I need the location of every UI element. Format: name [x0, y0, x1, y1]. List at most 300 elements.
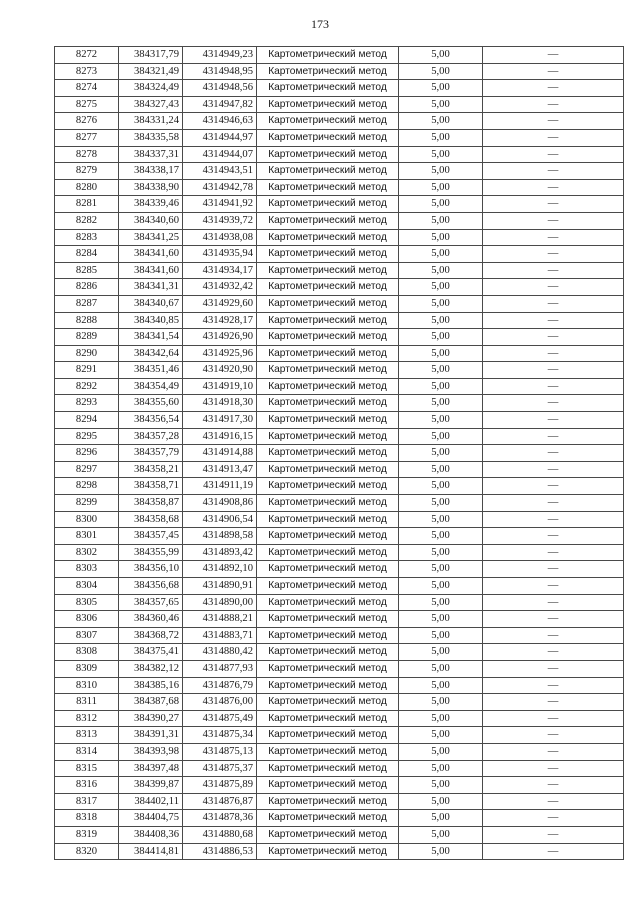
table-row — [55, 826, 624, 843]
method-cell: Картометрический метод — [257, 710, 399, 727]
error-cell: 5,00 — [399, 544, 483, 561]
y-coordinate-cell: 4314946,63 — [183, 113, 257, 130]
note-cell: — — [483, 378, 624, 395]
y-coordinate-cell: 4314888,21 — [183, 611, 257, 628]
note-cell: — — [483, 810, 624, 827]
method-cell: Картометрический метод — [257, 843, 399, 860]
x-coordinate-cell: 384391,31 — [119, 727, 183, 744]
y-coordinate-cell: 4314908,86 — [183, 495, 257, 512]
error-cell: 5,00 — [399, 279, 483, 296]
x-coordinate-cell: 384356,68 — [119, 578, 183, 595]
table-row — [55, 511, 624, 528]
table-row — [55, 743, 624, 760]
error-cell: 5,00 — [399, 694, 483, 711]
note-cell: — — [483, 528, 624, 545]
y-coordinate-cell: 4314917,30 — [183, 412, 257, 429]
note-cell: — — [483, 345, 624, 362]
method-cell: Картометрический метод — [257, 760, 399, 777]
error-cell: 5,00 — [399, 362, 483, 379]
point-number-cell: 8308 — [55, 644, 119, 661]
note-cell: — — [483, 96, 624, 113]
method-cell: Картометрический метод — [257, 412, 399, 429]
note-cell: — — [483, 196, 624, 213]
note-cell: — — [483, 578, 624, 595]
point-number-cell: 8296 — [55, 445, 119, 462]
table-row — [55, 777, 624, 794]
y-coordinate-cell: 4314875,34 — [183, 727, 257, 744]
x-coordinate-cell: 384414,81 — [119, 843, 183, 860]
method-cell: Картометрический метод — [257, 495, 399, 512]
point-number-cell: 8276 — [55, 113, 119, 130]
error-cell: 5,00 — [399, 743, 483, 760]
x-coordinate-cell: 384355,99 — [119, 544, 183, 561]
method-cell: Картометрический метод — [257, 777, 399, 794]
x-coordinate-cell: 384340,67 — [119, 295, 183, 312]
x-coordinate-cell: 384358,68 — [119, 511, 183, 528]
note-cell: — — [483, 694, 624, 711]
table-row — [55, 113, 624, 130]
table-row — [55, 561, 624, 578]
error-cell: 5,00 — [399, 826, 483, 843]
y-coordinate-cell: 4314926,90 — [183, 329, 257, 346]
table-row — [55, 295, 624, 312]
x-coordinate-cell: 384399,87 — [119, 777, 183, 794]
y-coordinate-cell: 4314886,53 — [183, 843, 257, 860]
point-number-cell: 8290 — [55, 345, 119, 362]
point-number-cell: 8282 — [55, 212, 119, 229]
point-number-cell: 8288 — [55, 312, 119, 329]
point-number-cell: 8283 — [55, 229, 119, 246]
y-coordinate-cell: 4314875,49 — [183, 710, 257, 727]
point-number-cell: 8274 — [55, 80, 119, 97]
x-coordinate-cell: 384337,31 — [119, 146, 183, 163]
y-coordinate-cell: 4314906,54 — [183, 511, 257, 528]
table-body — [55, 47, 624, 860]
error-cell: 5,00 — [399, 129, 483, 146]
point-number-cell: 8294 — [55, 412, 119, 429]
method-cell: Картометрический метод — [257, 212, 399, 229]
method-cell: Картометрический метод — [257, 461, 399, 478]
point-number-cell: 8302 — [55, 544, 119, 561]
method-cell: Картометрический метод — [257, 246, 399, 263]
error-cell: 5,00 — [399, 611, 483, 628]
x-coordinate-cell: 384341,60 — [119, 246, 183, 263]
error-cell: 5,00 — [399, 262, 483, 279]
y-coordinate-cell: 4314942,78 — [183, 179, 257, 196]
note-cell: — — [483, 461, 624, 478]
x-coordinate-cell: 384327,43 — [119, 96, 183, 113]
point-number-cell: 8280 — [55, 179, 119, 196]
x-coordinate-cell: 384393,98 — [119, 743, 183, 760]
y-coordinate-cell: 4314911,19 — [183, 478, 257, 495]
x-coordinate-cell: 384340,60 — [119, 212, 183, 229]
point-number-cell: 8284 — [55, 246, 119, 263]
x-coordinate-cell: 384358,71 — [119, 478, 183, 495]
table-row — [55, 262, 624, 279]
point-number-cell: 8273 — [55, 63, 119, 80]
y-coordinate-cell: 4314920,90 — [183, 362, 257, 379]
x-coordinate-cell: 384357,79 — [119, 445, 183, 462]
x-coordinate-cell: 384375,41 — [119, 644, 183, 661]
y-coordinate-cell: 4314875,89 — [183, 777, 257, 794]
note-cell: — — [483, 710, 624, 727]
point-number-cell: 8316 — [55, 777, 119, 794]
point-number-cell: 8300 — [55, 511, 119, 528]
error-cell: 5,00 — [399, 196, 483, 213]
note-cell: — — [483, 511, 624, 528]
note-cell: — — [483, 544, 624, 561]
table-row — [55, 544, 624, 561]
error-cell: 5,00 — [399, 677, 483, 694]
note-cell: — — [483, 743, 624, 760]
note-cell: — — [483, 627, 624, 644]
error-cell: 5,00 — [399, 445, 483, 462]
error-cell: 5,00 — [399, 428, 483, 445]
method-cell: Картометрический метод — [257, 810, 399, 827]
error-cell: 5,00 — [399, 727, 483, 744]
method-cell: Картометрический метод — [257, 163, 399, 180]
error-cell: 5,00 — [399, 578, 483, 595]
point-number-cell: 8319 — [55, 826, 119, 843]
note-cell: — — [483, 129, 624, 146]
y-coordinate-cell: 4314918,30 — [183, 395, 257, 412]
error-cell: 5,00 — [399, 461, 483, 478]
x-coordinate-cell: 384358,21 — [119, 461, 183, 478]
x-coordinate-cell: 384339,46 — [119, 196, 183, 213]
y-coordinate-cell: 4314919,10 — [183, 378, 257, 395]
note-cell: — — [483, 594, 624, 611]
error-cell: 5,00 — [399, 312, 483, 329]
point-number-cell: 8310 — [55, 677, 119, 694]
x-coordinate-cell: 384404,75 — [119, 810, 183, 827]
point-number-cell: 8318 — [55, 810, 119, 827]
method-cell: Картометрический метод — [257, 295, 399, 312]
table-row — [55, 760, 624, 777]
note-cell: — — [483, 428, 624, 445]
point-number-cell: 8303 — [55, 561, 119, 578]
point-number-cell: 8313 — [55, 727, 119, 744]
point-number-cell: 8309 — [55, 660, 119, 677]
note-cell: — — [483, 262, 624, 279]
point-number-cell: 8293 — [55, 395, 119, 412]
table-row — [55, 212, 624, 229]
note-cell: — — [483, 395, 624, 412]
point-number-cell: 8314 — [55, 743, 119, 760]
y-coordinate-cell: 4314914,88 — [183, 445, 257, 462]
note-cell: — — [483, 760, 624, 777]
table-row — [55, 312, 624, 329]
point-number-cell: 8292 — [55, 378, 119, 395]
note-cell: — — [483, 279, 624, 296]
method-cell: Картометрический метод — [257, 196, 399, 213]
error-cell: 5,00 — [399, 478, 483, 495]
x-coordinate-cell: 384341,25 — [119, 229, 183, 246]
note-cell: — — [483, 163, 624, 180]
error-cell: 5,00 — [399, 329, 483, 346]
table-row — [55, 395, 624, 412]
note-cell: — — [483, 179, 624, 196]
table-row — [55, 810, 624, 827]
y-coordinate-cell: 4314875,37 — [183, 760, 257, 777]
y-coordinate-cell: 4314928,17 — [183, 312, 257, 329]
method-cell: Картометрический метод — [257, 179, 399, 196]
y-coordinate-cell: 4314890,91 — [183, 578, 257, 595]
y-coordinate-cell: 4314925,96 — [183, 345, 257, 362]
note-cell: — — [483, 80, 624, 97]
x-coordinate-cell: 384342,64 — [119, 345, 183, 362]
note-cell: — — [483, 843, 624, 860]
x-coordinate-cell: 384408,36 — [119, 826, 183, 843]
x-coordinate-cell: 384338,90 — [119, 179, 183, 196]
point-number-cell: 8281 — [55, 196, 119, 213]
x-coordinate-cell: 384397,48 — [119, 760, 183, 777]
y-coordinate-cell: 4314944,07 — [183, 146, 257, 163]
note-cell: — — [483, 478, 624, 495]
error-cell: 5,00 — [399, 810, 483, 827]
x-coordinate-cell: 384402,11 — [119, 793, 183, 810]
error-cell: 5,00 — [399, 594, 483, 611]
note-cell: — — [483, 561, 624, 578]
error-cell: 5,00 — [399, 760, 483, 777]
error-cell: 5,00 — [399, 80, 483, 97]
method-cell: Картометрический метод — [257, 362, 399, 379]
x-coordinate-cell: 384356,54 — [119, 412, 183, 429]
method-cell: Картометрический метод — [257, 129, 399, 146]
y-coordinate-cell: 4314932,42 — [183, 279, 257, 296]
point-number-cell: 8305 — [55, 594, 119, 611]
method-cell: Картометрический метод — [257, 279, 399, 296]
table-row — [55, 163, 624, 180]
error-cell: 5,00 — [399, 63, 483, 80]
x-coordinate-cell: 384341,60 — [119, 262, 183, 279]
method-cell: Картометрический метод — [257, 428, 399, 445]
note-cell: — — [483, 777, 624, 794]
y-coordinate-cell: 4314916,15 — [183, 428, 257, 445]
table-row — [55, 378, 624, 395]
x-coordinate-cell: 384354,49 — [119, 378, 183, 395]
note-cell: — — [483, 312, 624, 329]
point-number-cell: 8278 — [55, 146, 119, 163]
y-coordinate-cell: 4314949,23 — [183, 47, 257, 64]
error-cell: 5,00 — [399, 146, 483, 163]
error-cell: 5,00 — [399, 96, 483, 113]
note-cell: — — [483, 727, 624, 744]
table-row — [55, 694, 624, 711]
method-cell: Картометрический метод — [257, 528, 399, 545]
table-row — [55, 578, 624, 595]
point-number-cell: 8320 — [55, 843, 119, 860]
point-number-cell: 8306 — [55, 611, 119, 628]
y-coordinate-cell: 4314892,10 — [183, 561, 257, 578]
table-row — [55, 196, 624, 213]
table-row — [55, 80, 624, 97]
point-number-cell: 8301 — [55, 528, 119, 545]
x-coordinate-cell: 384387,68 — [119, 694, 183, 711]
table-row — [55, 428, 624, 445]
y-coordinate-cell: 4314890,00 — [183, 594, 257, 611]
x-coordinate-cell: 384357,45 — [119, 528, 183, 545]
table-row — [55, 660, 624, 677]
note-cell: — — [483, 63, 624, 80]
method-cell: Картометрический метод — [257, 578, 399, 595]
method-cell: Картометрический метод — [257, 63, 399, 80]
method-cell: Картометрический метод — [257, 445, 399, 462]
x-coordinate-cell: 384358,87 — [119, 495, 183, 512]
point-number-cell: 8297 — [55, 461, 119, 478]
note-cell: — — [483, 412, 624, 429]
x-coordinate-cell: 384321,49 — [119, 63, 183, 80]
error-cell: 5,00 — [399, 395, 483, 412]
x-coordinate-cell: 384355,60 — [119, 395, 183, 412]
point-number-cell: 8291 — [55, 362, 119, 379]
error-cell: 5,00 — [399, 47, 483, 64]
y-coordinate-cell: 4314880,42 — [183, 644, 257, 661]
x-coordinate-cell: 384368,72 — [119, 627, 183, 644]
point-number-cell: 8287 — [55, 295, 119, 312]
point-number-cell: 8279 — [55, 163, 119, 180]
table-row — [55, 63, 624, 80]
error-cell: 5,00 — [399, 113, 483, 130]
y-coordinate-cell: 4314935,94 — [183, 246, 257, 263]
note-cell: — — [483, 611, 624, 628]
method-cell: Картометрический метод — [257, 644, 399, 661]
method-cell: Картометрический метод — [257, 826, 399, 843]
point-number-cell: 8311 — [55, 694, 119, 711]
method-cell: Картометрический метод — [257, 262, 399, 279]
y-coordinate-cell: 4314948,56 — [183, 80, 257, 97]
method-cell: Картометрический метод — [257, 395, 399, 412]
y-coordinate-cell: 4314880,68 — [183, 826, 257, 843]
point-number-cell: 8272 — [55, 47, 119, 64]
note-cell: — — [483, 113, 624, 130]
method-cell: Картометрический метод — [257, 47, 399, 64]
method-cell: Картометрический метод — [257, 80, 399, 97]
y-coordinate-cell: 4314943,51 — [183, 163, 257, 180]
error-cell: 5,00 — [399, 511, 483, 528]
method-cell: Картометрический метод — [257, 561, 399, 578]
note-cell: — — [483, 660, 624, 677]
y-coordinate-cell: 4314893,42 — [183, 544, 257, 561]
x-coordinate-cell: 384341,31 — [119, 279, 183, 296]
coordinates-table — [54, 46, 624, 860]
table-row — [55, 229, 624, 246]
y-coordinate-cell: 4314876,00 — [183, 694, 257, 711]
x-coordinate-cell: 384357,28 — [119, 428, 183, 445]
x-coordinate-cell: 384341,54 — [119, 329, 183, 346]
method-cell: Картометрический метод — [257, 727, 399, 744]
method-cell: Картометрический метод — [257, 229, 399, 246]
method-cell: Картометрический метод — [257, 694, 399, 711]
point-number-cell: 8299 — [55, 495, 119, 512]
note-cell: — — [483, 212, 624, 229]
x-coordinate-cell: 384340,85 — [119, 312, 183, 329]
x-coordinate-cell: 384331,24 — [119, 113, 183, 130]
y-coordinate-cell: 4314929,60 — [183, 295, 257, 312]
table-row — [55, 362, 624, 379]
x-coordinate-cell: 384360,46 — [119, 611, 183, 628]
table-row — [55, 279, 624, 296]
table-row — [55, 329, 624, 346]
method-cell: Картометрический метод — [257, 96, 399, 113]
method-cell: Картометрический метод — [257, 146, 399, 163]
point-number-cell: 8295 — [55, 428, 119, 445]
error-cell: 5,00 — [399, 843, 483, 860]
x-coordinate-cell: 384357,65 — [119, 594, 183, 611]
x-coordinate-cell: 384335,58 — [119, 129, 183, 146]
table-row — [55, 445, 624, 462]
page-number: 173 — [311, 17, 329, 31]
table-row — [55, 627, 624, 644]
table-row — [55, 843, 624, 860]
note-cell: — — [483, 495, 624, 512]
error-cell: 5,00 — [399, 295, 483, 312]
x-coordinate-cell: 384351,46 — [119, 362, 183, 379]
table-row — [55, 129, 624, 146]
point-number-cell: 8298 — [55, 478, 119, 495]
method-cell: Картометрический метод — [257, 329, 399, 346]
method-cell: Картометрический метод — [257, 312, 399, 329]
table-row — [55, 478, 624, 495]
table-row — [55, 644, 624, 661]
error-cell: 5,00 — [399, 163, 483, 180]
point-number-cell: 8307 — [55, 627, 119, 644]
note-cell: — — [483, 246, 624, 263]
error-cell: 5,00 — [399, 246, 483, 263]
error-cell: 5,00 — [399, 378, 483, 395]
y-coordinate-cell: 4314876,87 — [183, 793, 257, 810]
error-cell: 5,00 — [399, 561, 483, 578]
point-number-cell: 8275 — [55, 96, 119, 113]
note-cell: — — [483, 229, 624, 246]
note-cell: — — [483, 826, 624, 843]
note-cell: — — [483, 329, 624, 346]
method-cell: Картометрический метод — [257, 378, 399, 395]
error-cell: 5,00 — [399, 793, 483, 810]
method-cell: Картометрический метод — [257, 345, 399, 362]
error-cell: 5,00 — [399, 412, 483, 429]
point-number-cell: 8304 — [55, 578, 119, 595]
error-cell: 5,00 — [399, 179, 483, 196]
error-cell: 5,00 — [399, 495, 483, 512]
method-cell: Картометрический метод — [257, 677, 399, 694]
table-row — [55, 461, 624, 478]
table-row — [55, 727, 624, 744]
method-cell: Картометрический метод — [257, 627, 399, 644]
error-cell: 5,00 — [399, 660, 483, 677]
method-cell: Картометрический метод — [257, 544, 399, 561]
table-row — [55, 146, 624, 163]
table-row — [55, 611, 624, 628]
point-number-cell: 8312 — [55, 710, 119, 727]
point-number-cell: 8285 — [55, 262, 119, 279]
y-coordinate-cell: 4314875,13 — [183, 743, 257, 760]
y-coordinate-cell: 4314913,47 — [183, 461, 257, 478]
table-row — [55, 594, 624, 611]
error-cell: 5,00 — [399, 345, 483, 362]
error-cell: 5,00 — [399, 644, 483, 661]
point-number-cell: 8277 — [55, 129, 119, 146]
error-cell: 5,00 — [399, 777, 483, 794]
y-coordinate-cell: 4314941,92 — [183, 196, 257, 213]
table-row — [55, 710, 624, 727]
note-cell: — — [483, 793, 624, 810]
error-cell: 5,00 — [399, 710, 483, 727]
method-cell: Картометрический метод — [257, 511, 399, 528]
x-coordinate-cell: 384356,10 — [119, 561, 183, 578]
method-cell: Картометрический метод — [257, 660, 399, 677]
table-row — [55, 412, 624, 429]
x-coordinate-cell: 384382,12 — [119, 660, 183, 677]
